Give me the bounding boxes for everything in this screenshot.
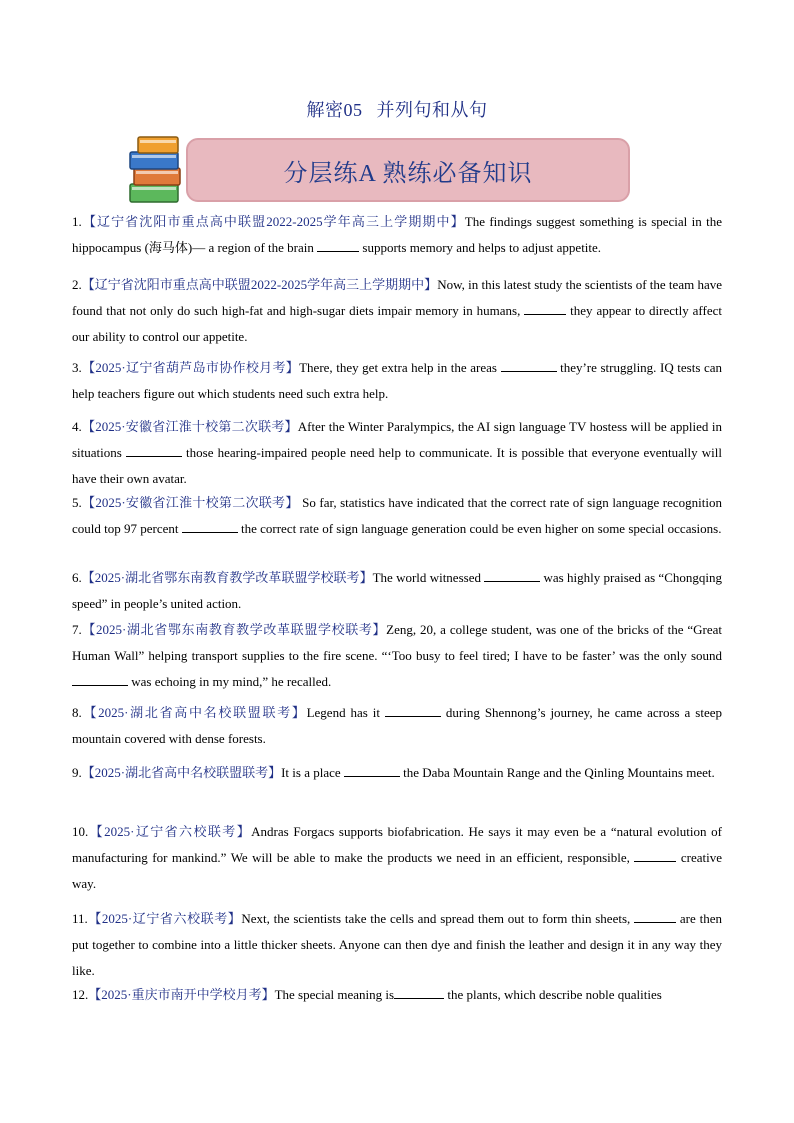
question-text: So far, statistics have indicated that the correct rate of sign language recognition could top 97 percent [72, 495, 722, 536]
question-number: 12. [72, 987, 89, 1002]
question-text: After the Winter Paralympics, the AI sign language TV hostess will be applied in situations [72, 419, 722, 460]
answer-blank[interactable] [344, 762, 400, 777]
question-source: 【2025·辽宁省葫芦岛市协作校月考】 [81, 360, 300, 375]
question-text-continued: those hearing-impaired people need help to communicate. It is possible that everyone eventually will have their own avatar. [72, 445, 722, 486]
question-number: 2. [72, 277, 82, 292]
question-text-continued: creative way. [72, 850, 722, 891]
question-text: Zeng, 20, a college student, was one of the bricks of the “Great Human Wall” helping transport supplies to the fire scene. “‘Too busy to feel tired; I have to be faster’ was the only sound [72, 622, 722, 663]
question-source: 【2025·重庆市南开中学校月考】 [88, 987, 275, 1002]
question-item [72, 565, 722, 617]
question-text-continued: supports memory and helps to adjust appetite. [359, 240, 602, 255]
question-item [72, 414, 722, 492]
question-number: 7. [72, 622, 82, 637]
question-text-continued: was echoing in my mind,” he recalled. [128, 674, 332, 689]
question-number: 8. [72, 705, 82, 720]
question-item [72, 700, 722, 752]
section-topic: 并列句和从句 [376, 100, 488, 120]
section-number: 解密05 [306, 100, 363, 120]
question-text: Andras Forgacs supports biofabrication. He says it may even be a “natural evolution of manufacturing for mankind.” We will be able to make the products we need in an efficient, responsible, [72, 824, 722, 865]
question-source: 【2025·辽宁省六校联考】 [87, 911, 242, 926]
question-text: Now, in this latest study the scientists of the team have found that not only do such high-fat and high-sugar diets impair memory in humans, [72, 277, 722, 318]
answer-blank[interactable] [634, 847, 676, 862]
question-source: 【辽宁省沈阳市重点高中联盟2022-2025学年高三上学期期中】 [81, 214, 465, 229]
question-number: 10. [72, 824, 89, 839]
answer-blank[interactable] [182, 518, 238, 533]
answer-blank[interactable] [385, 702, 441, 717]
question-source: 【2025·湖北省鄂东南教育教学改革联盟学校联考】 [81, 570, 373, 585]
question-source: 【2025·安徽省江淮十校第二次联考】 [81, 419, 298, 434]
answer-blank[interactable] [126, 442, 182, 457]
question-number: 11. [72, 911, 88, 926]
question-item [72, 760, 722, 786]
question-source: 【2025·安徽省江淮十校第二次联考】 [81, 495, 299, 510]
answer-blank[interactable] [501, 357, 557, 372]
question-text: It is a place [281, 765, 344, 780]
answer-blank[interactable] [524, 300, 566, 315]
question-text: The special meaning is [274, 987, 395, 1002]
page-title [0, 96, 794, 122]
question-item [72, 490, 722, 542]
question-text: The world witnessed [372, 570, 485, 585]
answer-blank[interactable] [634, 908, 676, 923]
question-text-continued: the Daba Mountain Range and the Qinling Mountains meet. [399, 765, 715, 780]
question-item [72, 272, 722, 350]
question-item [72, 617, 722, 695]
question-text-continued: was highly praised as “Chongqing speed” in people’s united action. [72, 570, 722, 611]
question-item [72, 209, 722, 261]
books-icon [126, 132, 186, 208]
answer-blank[interactable] [394, 984, 444, 999]
question-text-continued: during Shennong’s journey, he came across a steep mountain covered with dense forests. [72, 705, 722, 746]
question-text-continued: are then put together to combine into a little thicker sheets. Anyone can then dye and finish the leather and design it in any way they like. [72, 911, 722, 978]
question-number: 5. [72, 495, 82, 510]
question-number: 4. [72, 419, 82, 434]
question-item [72, 906, 722, 984]
question-source: 【2025·辽宁省六校联考】 [88, 824, 252, 839]
question-text-continued: they appear to directly affect our ability to control our appetite. [72, 303, 723, 344]
question-text: There, they get extra help in the areas [299, 360, 501, 375]
question-item [72, 819, 722, 897]
question-item [72, 355, 722, 407]
question-text-continued: the plants, which describe noble qualities [444, 987, 662, 1002]
question-text: Next, the scientists take the cells and spread them out to form thin sheets, [241, 911, 635, 926]
question-text: Legend has it [306, 705, 385, 720]
question-text: The findings suggest something is special in the hippocampus (海马体)— a region of the brain [72, 214, 722, 255]
question-source: 【辽宁省沈阳市重点高中联盟2022-2025学年高三上学期期中】 [81, 277, 438, 292]
question-text-continued: they’re struggling. IQ tests can help teachers figure out which students need such extra help. [72, 360, 722, 401]
question-item [72, 982, 722, 1008]
question-number: 3. [72, 360, 82, 375]
question-source: 【2025·湖北省高中名校联盟联考】 [81, 765, 282, 780]
answer-blank[interactable] [72, 671, 128, 686]
answer-blank[interactable] [317, 237, 359, 252]
question-number: 1. [72, 214, 82, 229]
question-number: 6. [72, 570, 82, 585]
question-source: 【2025·湖北省鄂东南教育教学改革联盟学校联考】 [81, 622, 387, 637]
question-source: 【2025·湖北省高中名校联盟联考】 [81, 705, 307, 720]
banner-label: 分层练A 熟练必备知识 [186, 138, 630, 202]
question-text-continued: the correct rate of sign language generation could be even higher on some special occasions. [237, 521, 722, 536]
answer-blank[interactable] [484, 567, 540, 582]
question-number: 9. [72, 765, 82, 780]
section-banner [126, 132, 632, 208]
